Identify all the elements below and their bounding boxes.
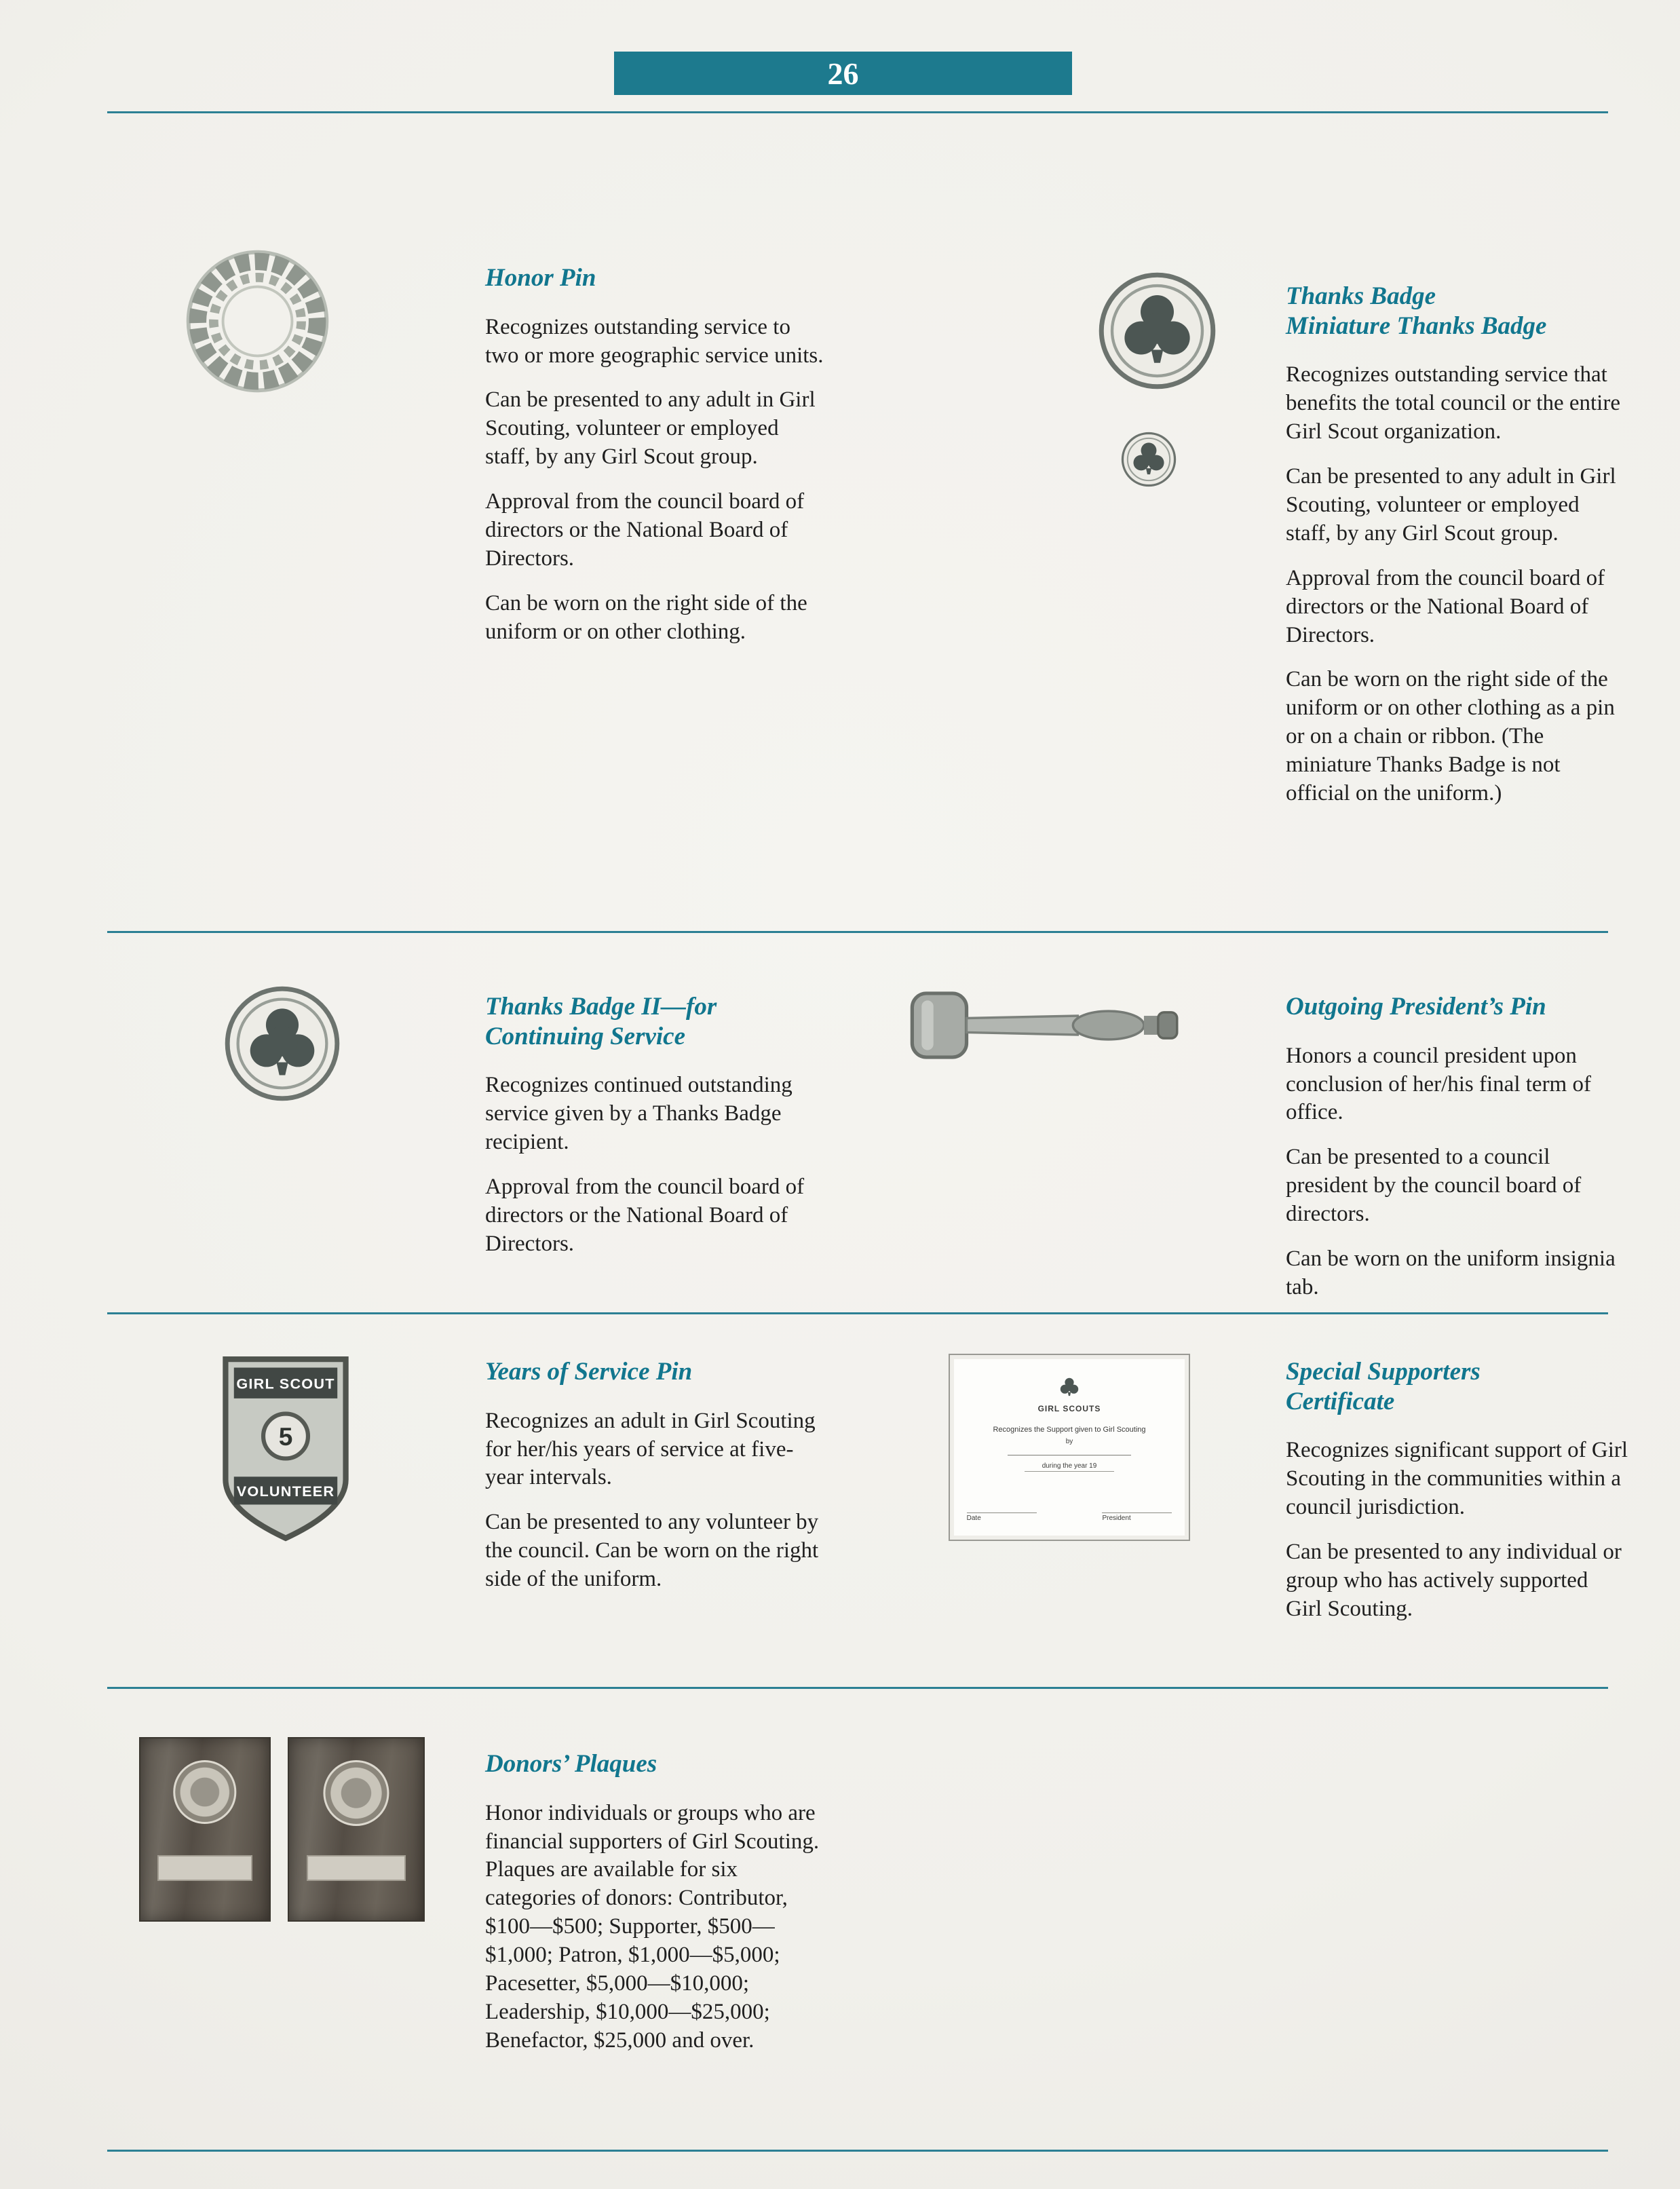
shield-pin-graphic [216,1350,356,1547]
section-divider-1 [107,931,1608,933]
entry-paragraph: Can be worn on the uniform insignia tab. [1286,1246,1616,1299]
thanks-badge-trefoil-medal-icon [1098,271,1217,390]
entry-title-thanks-badge [1286,282,1628,341]
entry-title-years-of-service-pin: Years of Service Pin [485,1358,693,1386]
pin-number-label: 5 [278,1422,293,1451]
certificate-by-label: by [1065,1437,1073,1445]
entry-paragraph: Approval from the council board of directors or the National Board of Directors. [485,489,805,571]
trefoil-medal-graphic [224,985,341,1102]
bottom-divider [107,2150,1608,2152]
trefoil-medal-graphic [1098,271,1217,390]
certificate-date-label: Date [967,1512,1037,1522]
miniature-trefoil-medal-graphic [1121,432,1177,487]
wreath-medal-graphic [178,242,337,401]
entry-title-thanks-badge-ii [485,992,828,1051]
entry-paragraph: Can be presented to any volunteer by the council. Can be worn on the right side of the uniform. [485,1510,819,1592]
certificate-brand: GIRL SCOUTS [1037,1403,1101,1413]
entry-special-supporters-certificate [1286,1357,1628,1640]
section-divider-3 [107,1687,1608,1689]
entry-paragraph: Approval from the council board of directors or the National Board of Directors. [1286,565,1605,647]
entry-thanks-badge [1286,282,1628,824]
entry-honor-pin [485,263,828,663]
certificate-year-line: during the year 19 [1025,1462,1115,1472]
title-line-1: Thanks Badge [1286,282,1436,310]
donor-medallion [173,1760,236,1823]
entry-paragraph: Can be presented to any adult in Girl Scouting, volunteer or employed staff, by any Girl Scout group. [485,387,816,470]
entry-paragraph: Honor individuals or groups who are financial supporters of Girl Scouting. Plaques are available for six categories of donors: Contributor, $100—$500; Supporter, $500—$1,000; Patron, $1,000—$5,000; Pacesetter, $5,000—$10,000; Leadership, $10,000—$25,000; Benefactor, $25,000 and over. [485,1800,820,2053]
donor-name-plate [307,1855,406,1882]
section-divider-2 [107,1312,1608,1314]
honor-pin-wreath-medal-icon [178,242,337,401]
entry-paragraph: Can be presented to any individual or group who has actively supported Girl Scouting. [1286,1540,1622,1621]
entry-title-donors-plaques: Donors’ Plaques [485,1750,657,1778]
miniature-thanks-badge-icon [1121,432,1177,487]
entry-paragraph: Can be worn on the right side of the uniform or on other clothing. [485,590,807,644]
thanks-badge-ii-trefoil-medal-icon [224,985,341,1102]
title-line-2: Certificate [1286,1387,1395,1415]
entry-paragraph: Recognizes outstanding service that benefits the total council or the entire Girl Scout organization. [1286,362,1620,444]
page-number: 26 [827,56,859,91]
entry-paragraph: Can be presented to any adult in Girl Scouting, volunteer or employed staff, by any Girl Scout group. [1286,464,1616,546]
pin-bottom-banner-label: VOLUNTEER [236,1483,335,1500]
entry-paragraph: Approval from the council board of directors or the National Board of Directors. [485,1175,805,1256]
entry-paragraph: Recognizes an adult in Girl Scouting for her/his years of service at five-year intervals. [485,1408,816,1490]
title-line-2: Miniature Thanks Badge [1286,311,1547,340]
entry-years-of-service-pin [485,1357,828,1610]
entry-donors-plaques [485,1749,828,2072]
donor-medallion [323,1760,389,1826]
entry-paragraph: Honors a council president upon conclusion of her/his final term of office. [1286,1043,1591,1125]
gavel-graphic [892,984,1211,1067]
trefoil-logo-icon [1054,1373,1084,1403]
certificate-president-label: President [1102,1512,1172,1522]
entry-paragraph: Recognizes outstanding service to two or more geographic service units. [485,314,824,368]
title-line-1: Thanks Badge II—for [485,993,717,1021]
special-supporters-certificate-image [949,1354,1190,1541]
entry-paragraph: Can be presented to a council president by the council board of directors. [1286,1145,1582,1227]
top-divider [107,111,1608,113]
entry-thanks-badge-ii [485,992,828,1275]
entry-paragraph: Can be worn on the right side of the uniform or on other clothing as a pin or on a chain or ribbon. (The miniature Thanks Badge is not official on the uniform.) [1286,667,1615,806]
pin-top-banner-label: GIRL SCOUT [236,1375,335,1392]
title-line-1: Special Supporters [1286,1358,1481,1386]
gavel-icon [892,984,1211,1067]
entry-paragraph: Recognizes continued outstanding service given by a Thanks Badge recipient. [485,1073,793,1155]
page-number-bar [614,52,1072,95]
entry-title-outgoing-presidents-pin: Outgoing President’s Pin [1286,993,1546,1021]
donor-name-plate [157,1855,253,1882]
entry-title-honor-pin: Honor Pin [485,264,596,292]
volunteer-shield-pin-icon [216,1350,356,1547]
entry-outgoing-presidents-pin [1286,992,1628,1318]
entry-paragraph: Recognizes significant support of Girl Scouting in the communities within a council jurisdiction. [1286,1438,1628,1520]
title-line-2: Continuing Service [485,1022,686,1050]
entry-title-special-supporters-certificate [1286,1357,1628,1416]
certificate-footer [967,1512,1172,1525]
donor-plaque-right [288,1737,425,1922]
donor-plaque-left [139,1737,271,1922]
certificate-content [967,1370,1172,1525]
certificate-body-line: Recognizes the Support given to Girl Scouting [993,1425,1146,1434]
